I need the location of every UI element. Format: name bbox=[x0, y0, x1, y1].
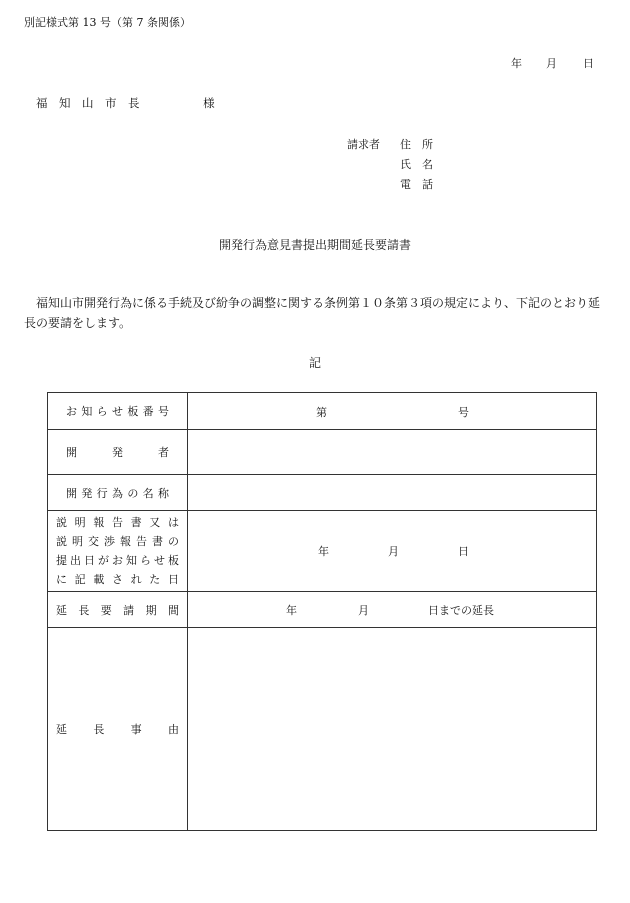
label-char: 告 bbox=[111, 516, 123, 529]
label-char: お bbox=[66, 405, 77, 418]
extension-year: 年 bbox=[286, 604, 297, 617]
label-char: 報 bbox=[120, 535, 131, 548]
extension-period-value-cell[interactable] bbox=[188, 592, 597, 628]
notice-board-value bbox=[188, 393, 596, 429]
explanation-label-line-2 bbox=[56, 532, 179, 551]
explanation-year: 年 bbox=[318, 545, 329, 558]
label-char: 開 bbox=[66, 446, 77, 459]
label-char: 明 bbox=[72, 535, 83, 548]
label-char: 者 bbox=[158, 446, 169, 459]
label-char: 請 bbox=[123, 603, 135, 617]
requester-phone-label: 電 話 bbox=[400, 178, 433, 191]
label-char: 板 bbox=[168, 554, 179, 567]
extension-period-label bbox=[56, 602, 179, 618]
row-extension-reason bbox=[48, 628, 597, 831]
developer-label-cell bbox=[48, 430, 188, 475]
label-char: 発 bbox=[81, 486, 93, 500]
label-char: 要 bbox=[100, 603, 112, 617]
label-char: せ bbox=[154, 554, 165, 567]
body-text: 福知山市開発行為に係る手続及び紛争の調整に関する条例第１０条第３項の規定により、下記のとおり延長の要請をします。 bbox=[24, 296, 601, 330]
notice-board-label bbox=[56, 403, 179, 419]
extension-reason-label-cell bbox=[48, 628, 188, 831]
label-char: 板 bbox=[127, 405, 139, 418]
row-explanation-date bbox=[48, 511, 597, 592]
notice-board-dai: 第 bbox=[316, 406, 327, 419]
label-char: 明 bbox=[74, 516, 86, 529]
label-char: 書 bbox=[152, 535, 163, 548]
label-char: 日 bbox=[167, 573, 179, 586]
extension-until: 日までの延長 bbox=[428, 604, 494, 617]
label-char: は bbox=[167, 516, 179, 529]
act-name-label-cell bbox=[48, 475, 188, 511]
label-char: 説 bbox=[56, 535, 67, 548]
label-char: 提 bbox=[56, 554, 67, 567]
act-name-value-cell[interactable] bbox=[188, 475, 597, 511]
label-char: 説 bbox=[56, 516, 67, 529]
label-char: 交 bbox=[88, 535, 99, 548]
explanation-date-value-cell[interactable] bbox=[188, 511, 597, 592]
label-char: 行 bbox=[96, 486, 108, 500]
label-char: に bbox=[56, 573, 67, 586]
row-extension-period bbox=[48, 592, 597, 628]
label-char: 間 bbox=[167, 603, 179, 617]
label-char: 知 bbox=[81, 405, 93, 418]
extension-month: 月 bbox=[358, 604, 369, 617]
extension-period-label-cell bbox=[48, 592, 188, 628]
label-char: ら bbox=[96, 405, 108, 418]
notice-board-label-cell bbox=[48, 393, 188, 430]
ki-heading: 記 bbox=[308, 356, 321, 370]
date-year: 年 bbox=[511, 57, 522, 70]
explanation-day: 日 bbox=[458, 545, 469, 558]
date-day: 日 bbox=[583, 57, 594, 70]
label-char: 号 bbox=[157, 405, 169, 418]
developer-label bbox=[56, 444, 179, 460]
row-developer bbox=[48, 430, 597, 475]
explanation-label-line-1 bbox=[56, 513, 179, 532]
requester-address-label: 住 所 bbox=[400, 138, 433, 151]
row-notice-board bbox=[48, 393, 597, 430]
date-month: 月 bbox=[546, 57, 557, 70]
label-char: が bbox=[98, 554, 109, 567]
label-char: 日 bbox=[84, 554, 95, 567]
label-char: 発 bbox=[112, 446, 123, 459]
label-char: 名 bbox=[142, 486, 154, 500]
extension-reason-value-cell[interactable] bbox=[188, 628, 597, 831]
label-char: 告 bbox=[136, 535, 147, 548]
explanation-label-line-3 bbox=[56, 551, 179, 570]
label-char: 為 bbox=[111, 486, 123, 500]
requester-name-label: 氏 名 bbox=[400, 158, 433, 171]
label-char: 期 bbox=[145, 603, 157, 617]
explanation-month: 月 bbox=[388, 545, 399, 558]
label-char: 渉 bbox=[104, 535, 115, 548]
label-char: お bbox=[112, 554, 123, 567]
request-table bbox=[47, 392, 597, 831]
label-char: 載 bbox=[93, 573, 105, 586]
label-char: 延 bbox=[56, 723, 67, 736]
label-char: 出 bbox=[70, 554, 81, 567]
label-char: 長 bbox=[93, 723, 105, 736]
label-char: 知 bbox=[126, 554, 137, 567]
label-char: た bbox=[149, 573, 161, 586]
label-char: れ bbox=[130, 573, 142, 586]
addressee-suffix: 様 bbox=[203, 96, 215, 110]
label-char: 記 bbox=[74, 573, 86, 586]
explanation-label-cell bbox=[48, 511, 188, 592]
label-char: さ bbox=[111, 573, 123, 586]
requester-label: 請求者 bbox=[347, 138, 380, 151]
row-act-name bbox=[48, 475, 597, 511]
act-name-label bbox=[56, 485, 179, 501]
label-char: 書 bbox=[130, 516, 142, 529]
label-char: せ bbox=[111, 405, 123, 418]
label-char: の bbox=[127, 486, 139, 500]
extension-reason-label bbox=[56, 721, 179, 737]
explanation-date-value bbox=[188, 511, 596, 591]
label-char: 又 bbox=[149, 516, 161, 529]
label-char: 開 bbox=[66, 486, 77, 500]
label-char: 称 bbox=[157, 486, 169, 500]
addressee bbox=[36, 95, 215, 111]
notice-board-go: 号 bbox=[458, 406, 469, 419]
document-title: 開発行為意見書提出期間延長要請書 bbox=[218, 238, 411, 252]
label-char: 由 bbox=[167, 723, 179, 736]
form-number: 別記様式第 13 号（第 7 条関係） bbox=[24, 16, 191, 29]
extension-period-value bbox=[188, 592, 596, 627]
label-char: ら bbox=[140, 554, 151, 567]
label-char: 報 bbox=[93, 516, 105, 529]
label-char: 延 bbox=[56, 603, 67, 617]
date-line bbox=[511, 55, 594, 71]
label-char: 長 bbox=[78, 603, 90, 617]
explanation-label-line-4 bbox=[56, 570, 179, 589]
developer-value-cell[interactable] bbox=[188, 430, 597, 475]
label-char: の bbox=[168, 535, 179, 548]
label-char: 番 bbox=[142, 405, 154, 418]
label-char: 事 bbox=[130, 723, 142, 736]
notice-board-value-cell[interactable] bbox=[188, 393, 597, 430]
addressee-name: 福 知 山 市 長 bbox=[36, 96, 140, 110]
